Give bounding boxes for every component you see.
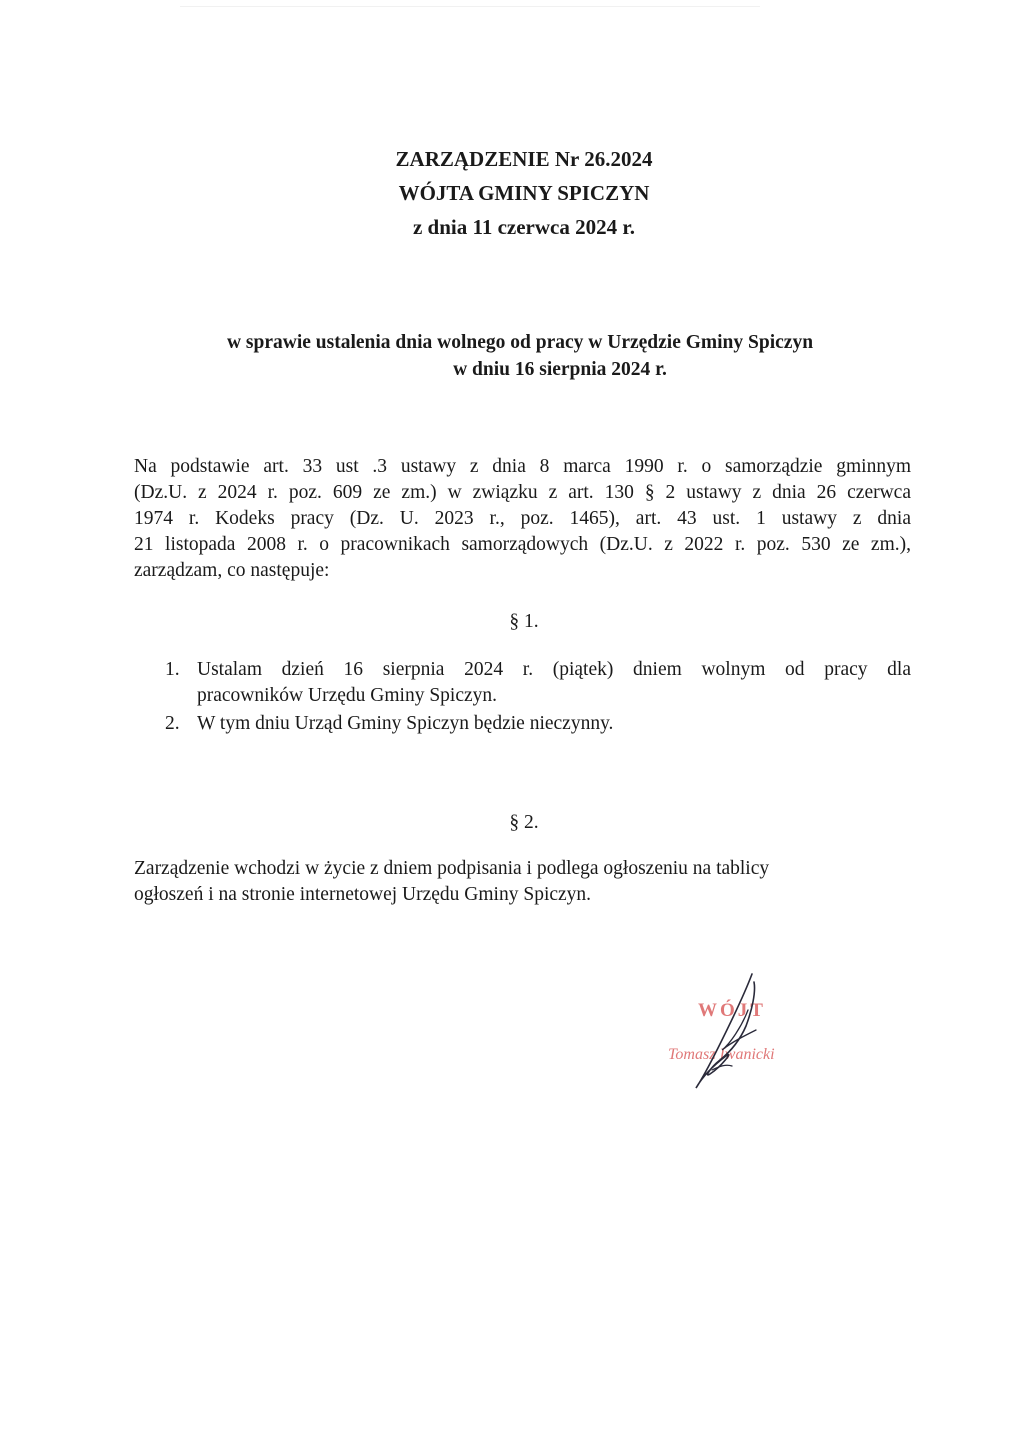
list-item-number: 1. <box>165 659 180 680</box>
closing-line: Zarządzenie wchodzi w życie z dniem podpisania i podlega ogłoszeniu na tablicy <box>134 858 770 879</box>
list-item-number: 2. <box>165 713 180 734</box>
list-item-line: W tym dniu Urząd Gminy Spiczyn będzie nieczynny. <box>197 713 614 734</box>
scan-artifact <box>180 6 760 7</box>
closing-line: ogłoszeń i na stronie internetowej Urzędu Gminy Spiczyn. <box>134 884 592 905</box>
document-title: ZARZĄDZENIE Nr 26.2024 <box>395 147 653 171</box>
document-issuer: WÓJTA GMINY SPICZYN <box>398 181 650 205</box>
list-item-line: Ustalam dzień 16 sierpnia 2024 r. (piątek) dniem wolnym od pracy dla <box>197 659 911 680</box>
handwritten-signature <box>660 970 820 1095</box>
section-2-heading: § 2. <box>509 812 539 833</box>
signature-block <box>660 970 820 1095</box>
legal-basis-line: zarządzam, co następuje: <box>134 560 330 581</box>
section-1-heading: § 1. <box>509 611 539 632</box>
list-item-text <box>197 711 911 737</box>
closing-paragraph <box>134 856 864 908</box>
legal-basis-line: 21 listopada 2008 r. o pracownikach samorządowych (Dz.U. z 2022 r. poz. 530 ze zm.), <box>134 534 911 555</box>
stamp-name: Tomasz Iwanicki <box>668 1046 775 1063</box>
list-item-text <box>197 657 911 709</box>
stamp-title: WÓJT <box>698 1000 766 1021</box>
legal-basis-line: Na podstawie art. 33 ust .3 ustawy z dnia 8 marca 1990 r. o samorządzie gminnym <box>134 456 911 477</box>
subject-line-1: w sprawie ustalenia dnia wolnego od pracy w Urzędzie Gminy Spiczyn <box>226 332 814 353</box>
legal-basis-line: (Dz.U. z 2024 r. poz. 609 ze zm.) w związku z art. 130 § 2 ustawy z dnia 26 czerwca <box>134 482 911 503</box>
legal-basis-line: 1974 r. Kodeks pracy (Dz. U. 2023 r., poz. 1465), art. 43 ust. 1 ustawy z dnia <box>134 508 911 529</box>
subject-line-2: w dniu 16 sierpnia 2024 r. <box>453 359 667 380</box>
legal-basis-paragraph <box>134 454 911 584</box>
document-date: z dnia 11 czerwca 2024 r. <box>412 215 636 239</box>
list-item-line: pracowników Urzędu Gminy Spiczyn. <box>197 685 498 706</box>
